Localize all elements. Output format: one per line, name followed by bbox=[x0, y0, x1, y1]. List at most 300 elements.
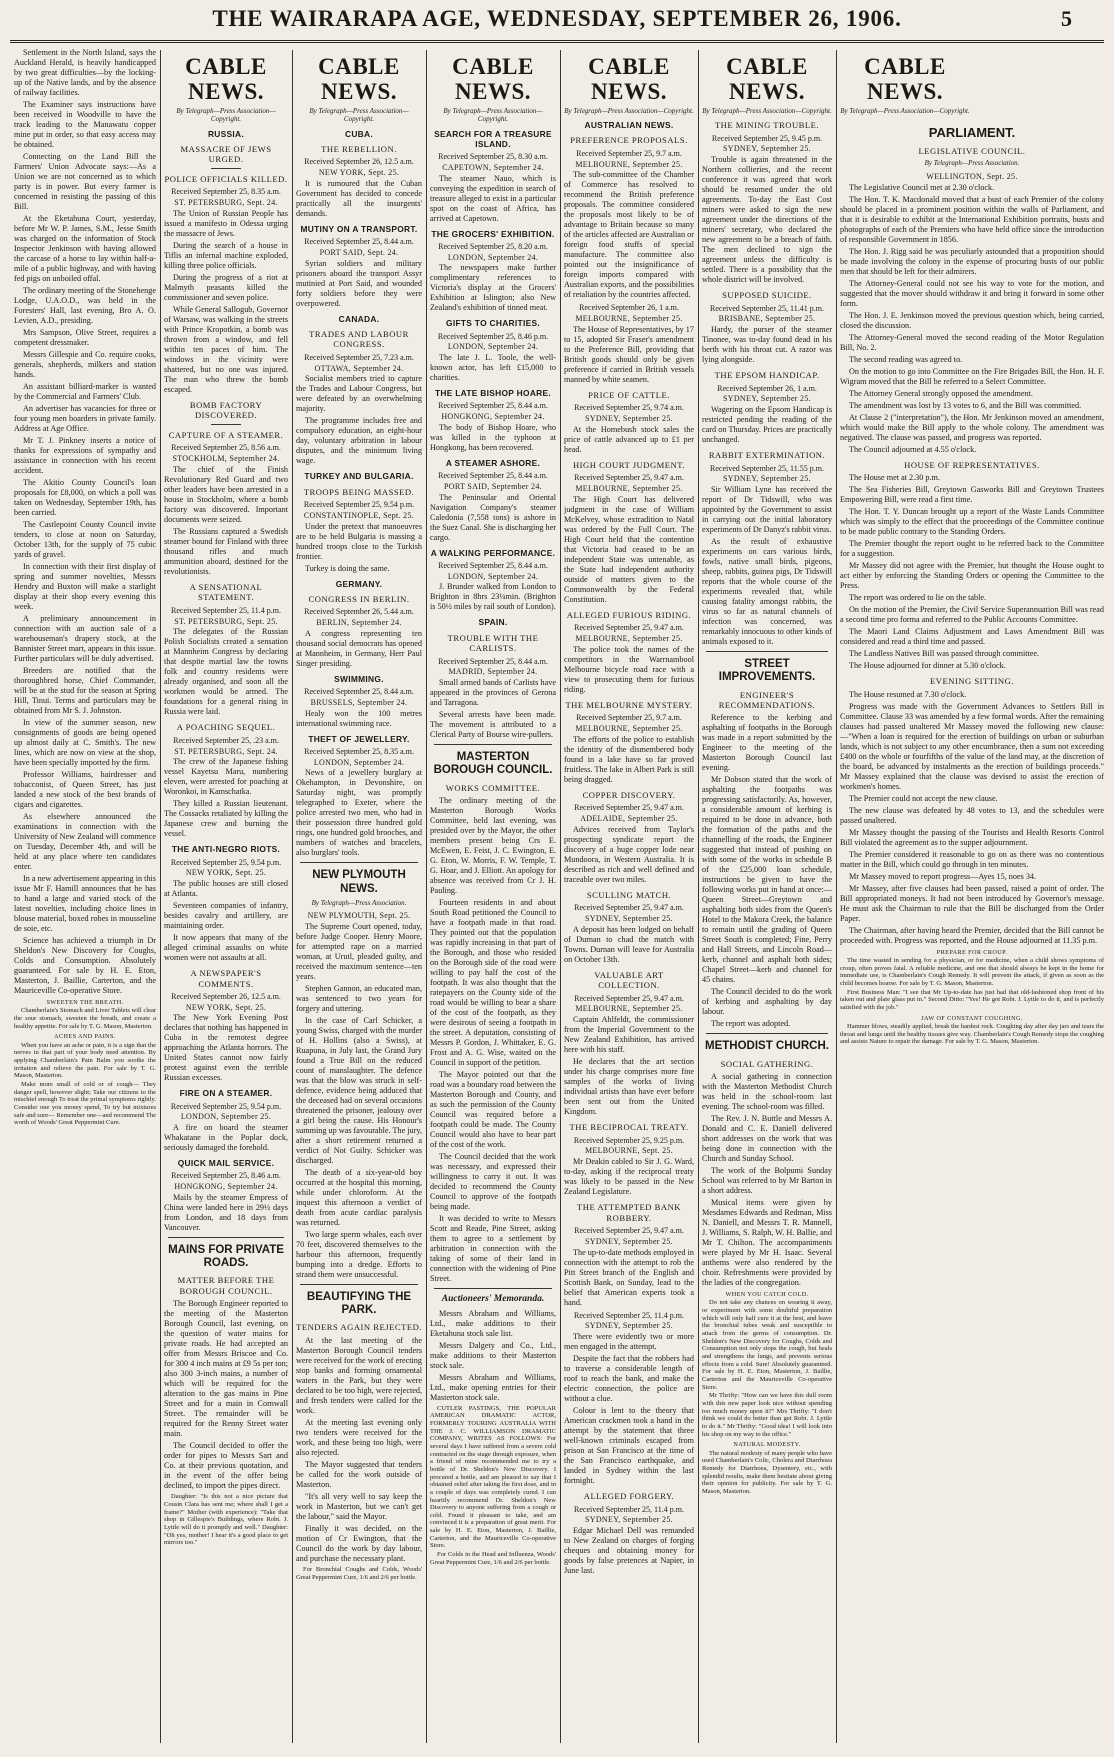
paragraph: The public houses are still closed at Atlanta. bbox=[164, 879, 288, 899]
paragraph: The Council decided that the work was necessary, and expressed their willingness to carry it out. It was decided to recommend the County Council to approve of the footpath being made. bbox=[430, 1152, 556, 1212]
paragraph: Mr Deakin cabled to Sir J. G. Ward, to-day, asking if the reciprocal treaty was likely to be passed in the New Zealand Legislature. bbox=[564, 1157, 694, 1197]
paragraph: The efforts of the police to establish the identity of the dismembered body found in a lake have so far proved fruitless. The lake in Albert Park is still being dragged. bbox=[564, 734, 694, 784]
dateline: Received September 25, 11.41 p.m. bbox=[710, 303, 824, 313]
placeline: WELLINGTON, Sept. 25. bbox=[926, 172, 1018, 181]
dateline: Received September 25, 9.54 p.m. bbox=[170, 857, 282, 867]
dateline: Received September 25, 8.56 a.m. bbox=[171, 443, 281, 453]
paragraph: The programme includes free and compulsory education, an eight-hour day, voluntary arbitration in labour disputes, and the minimum living wage. bbox=[296, 416, 422, 466]
placeline: LONDON, September 24. bbox=[313, 757, 405, 767]
dateline: Received September 25, 9.7 a.m. bbox=[576, 148, 682, 158]
paragraph: Reference to the kerbing and asphalting of footpaths in the Borough was made in a report submitted by the Engineer to the meeting of the Masterton Borough Council last evening. bbox=[702, 713, 832, 773]
article-heading: EVENING SITTING. bbox=[930, 676, 1014, 687]
article-heading: HOUSE OF REPRESENTATIVES. bbox=[904, 459, 1040, 470]
paragraph: The Rev. J. N. Buttle and Messrs A. Donald and C. E. Daniell delivered short addresses on the work that was being done in connection with the Church and Sunday School. bbox=[702, 1114, 832, 1164]
placeline: PORT SAID, Sept. 24. bbox=[319, 247, 399, 257]
paragraph: Musical items were given by Mesdames Edwards and Redman, Miss N. Daniell, and Messrs T. R. Mannell, J. Williams, S. Ralph, W. H. Ballie, and Mr T. Chilton. The accompaniments were played by Mr H. Isaac. Several anthems were also rendered by the choir. Refreshments were provided by the ladies of the congregation. bbox=[702, 1198, 832, 1288]
dateline: Received September 25, 9.25 p.m. bbox=[573, 1135, 685, 1145]
dateline: Received September 25, 11.4 p.m. bbox=[574, 1504, 684, 1514]
section-title: CABLE NEWS. bbox=[318, 54, 400, 105]
paragraph: The work of the Bolpumi Sunday School was referred to by Mr Barton in a short address. bbox=[702, 1166, 832, 1196]
paragraph: The new clause was defeated by 48 votes to 13, and the schedules were passed unaltered. bbox=[840, 805, 1104, 825]
dateline: Received September 25, 8.44 a.m. bbox=[304, 237, 414, 247]
article-heading: COPPER DISCOVERY. bbox=[582, 789, 676, 800]
article-subheading: ENGINEER'S RECOMMENDATIONS. bbox=[718, 689, 816, 710]
paragraph: The sub-committee of the Chamber of Commerce has resolved to recommend the British preference proposals. The committee considered the proposals most likely to be of advantage to Britain because so many of the articles affected are Australian or foreign food stuffs of special manufacture. The committee also pointed out the insignificance of foreign imports compared with Australian exports, and the possibilities of retaliation by the countries affected. bbox=[564, 170, 694, 300]
paragraph: The Hon. J. E. Jenkinson moved the previous question which, being carried, closed the discussion. bbox=[840, 310, 1104, 330]
ad-text: The natural modesty of many people who have used Chamberlain's Colic, Cholera and Diarrhoea Remedy for Diarrhoea, Dysentery, etc., with splendid results, make them hesitate about giving their opinion for publicity. For sale by T. G. Mason, Masterton. bbox=[702, 1449, 832, 1495]
ad-text: When you have an ache or pain, it is a sign that the nerves in that part of your body need attention. By applying Chamberlain's Pain Balm you soothe the irritation and relieve the pain. For sale by T. G. Mason, Masterton. bbox=[14, 1041, 156, 1080]
dateline: Received September 25, 9.47 a.m. bbox=[574, 803, 684, 813]
byline: By Telegraph—Press Association—Copyright. bbox=[443, 106, 543, 124]
article-heading: THEFT OF JEWELLERY. bbox=[308, 733, 410, 744]
column-rule bbox=[426, 50, 427, 1743]
paragraph: Mrs Sampson, Olive Street, requires a competent dressmaker. bbox=[14, 328, 156, 347]
article-heading: QUICK MAIL SERVICE. bbox=[177, 1158, 275, 1169]
article-subheading: LEGISLATIVE COUNCIL. bbox=[918, 145, 1026, 156]
placeline: SYDNEY, September 25. bbox=[585, 1236, 673, 1246]
article-subheading: POLICE OFFICIALS KILLED. bbox=[164, 173, 288, 184]
paragraph: The Council decided to offer the order for pipes to Messrs Sart and Co. at their previous quotation, and in the event of the offer being declined, to import the pipes direct. bbox=[164, 1441, 288, 1491]
dateline: Received September 25, 8.46 p.m. bbox=[437, 331, 549, 341]
article-heading: ALLEGED FURIOUS RIDING. bbox=[566, 609, 692, 620]
dateline: Received September 25, 9.47 a.m. bbox=[574, 903, 684, 913]
dateline: Received September 25, 9.74 a.m. bbox=[574, 403, 684, 413]
ad-heading: PREPARE FOR CROUP. bbox=[936, 948, 1008, 956]
paragraph: Sir William Lyne has received the report of Dr Tidswill, who was appointed by the Government to assist in carrying out the initial laboratory experiments of Dr Danyz's rabbit virus. bbox=[702, 485, 832, 535]
placeline: ADELAIDE, September 25. bbox=[580, 814, 678, 824]
paragraph: Edgar Michael Dell was remanded to New Zealand on charges of forging cheques and obtaining money for goods by false pretences at Napier, in June last. bbox=[564, 1526, 694, 1576]
paragraph: A social gathering in connection with the Masterton Methodist Church was held in the school-room last evening. The school-room was filled. bbox=[702, 1072, 832, 1112]
dateline: Received September 26, 5.44 a.m. bbox=[304, 607, 414, 617]
placeline: LONDON, September 24. bbox=[447, 571, 539, 581]
paragraph: Messrs Gillespie and Co. require cooks, generals, shepherds, milkers and station hands. bbox=[14, 350, 156, 379]
paragraph: Connecting on the Land Bill the Farmers' Union Advocate says:—As a Union we are not concerned as to which party is in power. But every farmer is concerned in resisting the passing of this Bill. bbox=[14, 152, 156, 211]
paragraph: Fourteen residents in and about South Road petitioned the Council to have a footpath made in that road. They pointed out that the population was rapidly increasing in that part of the Borough, and those who resided on the Borough side of the road were willing to pay half the cost of the footpath. It was also thought that the ratepayers on the County side of the road would be willing to bear a share of the cost of the footpath, as they were desirous of seeing a footpath in the street. A deputation, consisting of Messrs P. Gordon, J. Whittaker, E. G. Frost and A. G. Wise, waited on the Council in support of the petition. bbox=[430, 898, 556, 1068]
article-heading: A NEWSPAPER'S COMMENTS. bbox=[190, 968, 262, 989]
byline: By Telegraph—Press Association—Copyright. bbox=[309, 106, 409, 124]
article-heading: GERMANY. bbox=[335, 578, 383, 589]
article-heading: THE GROCERS' EXHIBITION. bbox=[431, 228, 555, 239]
dateline: Received September 25, 7.23 a.m. bbox=[304, 352, 414, 362]
article-heading: CUBA. bbox=[344, 128, 374, 139]
byline: By Telegraph—Press Association—Copyright. bbox=[176, 106, 276, 124]
placeline: MELBOURNE, September 25. bbox=[575, 159, 683, 169]
article-heading: AUSTRALIAN NEWS. bbox=[584, 120, 674, 131]
paragraph: The Chairman, after having heard the Premier, decided that the Bill cannot be proceeded with. Progress was reported, and the House adjourned at 11.35 p.m. bbox=[840, 925, 1104, 945]
article-heading: TURKEY AND BULGARIA. bbox=[304, 471, 414, 482]
paragraph: The report was adopted. bbox=[711, 1019, 791, 1029]
advertisement: For Colds in the Head and Influenza, Woods' Great Peppermint Cure, 1/6 and 2/6 per bottle. bbox=[430, 1551, 556, 1566]
article-heading: HIGH COURT JUDGMENT. bbox=[572, 459, 686, 470]
paragraph: Mails by the steamer Empress of China were landed here in 29½ days from London, and 18 days from Vancouver. bbox=[164, 1192, 288, 1232]
paragraph: The chief of the Finish Revolutionary Red Guard and two other leaders have been arrested in a house in Stockholm, where a bomb factory was discovered. Important documents were seized. bbox=[164, 464, 288, 524]
paragraph: At Clause 2 ("interpretation"), the Hon. Mr Jenkinson moved an amendment, which would make the Bill apply to the whole colony. The amendment was negatived. The clause was passed, and progress was reported. bbox=[840, 412, 1104, 442]
article-heading: A WALKING PERFORMANCE. bbox=[430, 547, 556, 558]
paragraph: Seventeen companies of infantry, besides cavalry and artillery, are maintaining order. bbox=[164, 901, 288, 931]
article-subheading: TROUBLE WITH THE CARLISTS. bbox=[447, 632, 539, 654]
separator bbox=[211, 424, 241, 425]
paragraph: The body of Bishop Hoare, who was killed in the typhoon at Hongkong, has been recovered. bbox=[430, 422, 556, 452]
placeline: PORT SAID, September 24. bbox=[444, 481, 542, 491]
paragraph: Messrs Abraham and Williams, Ltd., make additions to their Eketahuna stock sale list. bbox=[430, 1308, 556, 1338]
paragraph: In connection with their first display of spring and summer novelties, Messrs Hendry and Buxton will make a starlight display at their shop every evening this week. bbox=[14, 562, 156, 611]
section-title: CABLE NEWS. bbox=[185, 54, 267, 105]
paragraph: Despite the fact that the robbers had to traverse a considerable length of roof to reach the bank, and make the electric connection, the police are without a clue. bbox=[564, 1354, 694, 1404]
placeline: SYDNEY, September 25. bbox=[585, 1515, 673, 1525]
paragraph: Syrian soldiers and military prisoners aboard the transport Assyr mutinied at Port Said, and wounded forty soldiers before they were overpowered. bbox=[296, 258, 422, 308]
placeline: MELBOURNE, September 25. bbox=[575, 724, 683, 734]
paragraph: It now appears that many of the alleged criminal assaults on white women were not assaults at all. bbox=[164, 933, 288, 963]
paragraph: Breeders are notified that the thoroughbred horse, Chief Commander, will be at the stud for the season at Spring Hill, Tinui. Terms and particulars may be obtained from Mr S. J. Johnston. bbox=[14, 666, 156, 715]
placeline: HONGKONG, September 24. bbox=[174, 1182, 278, 1192]
column-cable-news-5 bbox=[702, 48, 832, 1747]
paragraph: An assistant billiard-marker is wanted by the Commercial and Farmers' Club. bbox=[14, 382, 156, 401]
paragraph: On the motion of the Premier, the Civil Service Superannuation Bill was read a second time pro forma and referred to the Public Accounts Committee. bbox=[840, 605, 1104, 625]
paragraph: Stephen Gannon, an educated man, was sentenced to two years for forgery and uttering. bbox=[296, 984, 422, 1014]
article-heading: SUPPOSED SUICIDE. bbox=[722, 290, 812, 301]
paragraph: Captain Ahlfeldt, the commissioner from the Imperial Government to the New Zealand Exhibition, has arrived here with his staff. bbox=[564, 1015, 694, 1055]
section-title: CABLE NEWS. bbox=[864, 54, 946, 105]
article-heading: GIFTS TO CHARITIES. bbox=[446, 318, 540, 329]
separator bbox=[434, 1288, 552, 1289]
paragraph: The Borough Engineer reported to the meeting of the Masterton Borough Council, last evening, on the question of water mains for private roads. He had accepted an offer from Messrs Briscoe and Co. for 300 4 inch mains at £9 5s per ton; also 300 3-inch mains, a number of which will be required for the alteration to the gas mains in Pine Street and for a main in Cornwall Street. The remainder will be required for the Renny Street water main. bbox=[164, 1299, 288, 1439]
article-heading: A SENSATIONAL STATEMENT. bbox=[189, 581, 263, 603]
dateline: Received September 25, 11.4 p.m. bbox=[171, 605, 281, 615]
placeline: BRUSSELS, September 24. bbox=[310, 697, 408, 707]
paragraph: The Landless Natives Bill was passed through committee. bbox=[849, 649, 1040, 659]
paragraph: Healy won the 100 metres international swimming race. bbox=[296, 708, 422, 728]
separator bbox=[211, 168, 241, 169]
paragraph: Mr T. J. Pinkney inserts a notice of thanks for expressions of sympathy and assistance in connection with his recent accident. bbox=[14, 436, 156, 475]
column-local-news bbox=[14, 48, 156, 1747]
dateline: Received September 25, 8.44 a.m. bbox=[438, 471, 548, 481]
placeline: MADRID, September 24. bbox=[448, 667, 538, 677]
paragraph: Science has achieved a triumph in Dr Sheldon's New Discovery for Coughs, Colds and Consumption. Absolutely guaranteed. For sale by H. E. Eton, Masterton, J. Baillie, Carterton, and the Mauriceville Co-operative Store. bbox=[14, 936, 156, 995]
article-heading: MAINS FOR PRIVATE ROADS. bbox=[168, 1243, 284, 1270]
article-subheading: MATTER BEFORE THE BOROUGH COUNCIL. bbox=[177, 1275, 275, 1296]
advertisements bbox=[702, 1291, 832, 1495]
paragraph: The House of Representatives, by 17 to 15, adopted Sir Fraser's amendment to the Preference Bill, providing that British goods should only be given preference if carried in British vessels manned by white seamen. bbox=[564, 324, 694, 384]
paragraph: The Russians captured a Swedish steamer bound for Finland with three thousand rifles and much ammunition aboard, destined for the revolutionists. bbox=[164, 526, 288, 576]
paragraph: The Premier could not accept the new clause. bbox=[849, 793, 998, 803]
article-subheading: TROOPS BEING MASSED. bbox=[303, 486, 415, 497]
article-subheading: MASSACRE OF JEWS URGED. bbox=[180, 143, 272, 165]
dateline: Received September 25, 11.4 p.m. bbox=[574, 1310, 684, 1320]
article-subheading: TRADES AND LABOUR CONGRESS. bbox=[309, 328, 409, 350]
placeline: SYDNEY, September 25. bbox=[723, 474, 811, 484]
paragraph: The Sea Fisheries Bill, Greytown Gasworks Bill and Greytown Trustees Empowering Bill, were read a first time. bbox=[840, 485, 1104, 505]
byline: By Telegraph—Press Association. bbox=[924, 159, 1020, 168]
article-subheading: SOCIAL GATHERING. bbox=[720, 1058, 814, 1069]
dateline: Received September 25, 8.30 a.m. bbox=[438, 152, 548, 162]
advertisement: Daughter: "Is this not a nice picture that Cousin Clara has sent me; where shall I get a frame?" Mother (with experience): "Take that shop in Gillespie's Buildings, where Robt. J. Lyttle will do it promptly and well." Daughter: "Oh yes, mother! I hear it's a good place to get mirrors too." bbox=[164, 1493, 288, 1547]
column-rule bbox=[292, 50, 293, 1743]
placeline: OTTAWA, September 24. bbox=[314, 363, 404, 373]
paragraph: The newspapers make further complimentary references to Victoria's display at the Grocers' Exhibition at Islington; also New Zealand's exhibition of tinned meat. bbox=[430, 263, 556, 313]
placeline: NEW YORK, Sept. 25. bbox=[318, 168, 400, 178]
ad-verse: Make more small of cold or of cough— They danger spell, however slight; Take our citizens to the mischief enough To treat the primal symptoms rightly. Consider one you money spend, To try but mixtures safe and sure— Remember one—and recommend The worth of Woods' Great Peppermint Cure. bbox=[14, 1080, 156, 1127]
article-heading: A STEAMER ASHORE. bbox=[445, 457, 541, 468]
paragraph: As the result of exhaustive experiments on cars various birds, fowls, native small birds, pigeons, sheep, rabbits, guinea pigs, Dr Tidswill reports that the whole course of the experiments revealed that, while causing fatality amongst rabbits, the virus so far as natural channels of infection was concerned, was remarkably innocuous to other kinds of animals exposed to it. bbox=[702, 537, 832, 647]
paragraph: It was decided to write to Messrs Scott and Reade, Pine Street, asking them to agree to a settlement by arbitration in connection with the taking of some of their land in connection with the widening of Pine Street. bbox=[430, 1214, 556, 1284]
dateline: Received September 26, 12.5 a.m. bbox=[304, 157, 414, 167]
paragraph: Finally it was decided, on the motion of Cr Ewington, that the Council do the work by day labour, and purchase the necessary plant. bbox=[296, 1523, 422, 1563]
separator bbox=[300, 1284, 418, 1285]
paragraph: The crew of the Japanese fishing vessel Kayetsu Maru, numbering eleven, were arrested for poaching at Woronkoi, in Kamschatka. bbox=[164, 757, 288, 797]
paragraph: The steamer Nauo, which is conveying the expedition in search of treasure alleged to exist in a particular spot on the coast of Africa, has arrived at Capetown. bbox=[430, 173, 556, 223]
article-heading: THE MINING TROUBLE. bbox=[714, 120, 820, 131]
article-subheading: CAPTURE OF A STEAMER. bbox=[168, 429, 284, 440]
paragraph: The Council decided to do the work of kerbing and asphalting by day labour. bbox=[702, 987, 832, 1017]
paragraph: Hardy, the purser of the steamer Tinonee, was to-day found dead in his berth with his throat cut. A razor was lying alongside. bbox=[702, 325, 832, 365]
placeline: MELBOURNE, September 25. bbox=[575, 1004, 683, 1014]
paragraph: J. Brunder walked from London to Brighton in 8hrs 23¼min. (Brighton is 50½ miles by rail south of London). bbox=[430, 582, 556, 612]
section-title: CABLE NEWS. bbox=[726, 54, 808, 105]
dateline: Received September 25, 9.47 a.m. bbox=[574, 623, 684, 633]
advertisement: For Bronchial Coughs and Colds, Woods' Great Peppermint Cure, 1/6 and 2/6 per bottle. bbox=[296, 1565, 422, 1581]
masthead bbox=[0, 0, 1114, 46]
placeline: LONDON, September 24. bbox=[447, 252, 539, 262]
paragraph: The late J. L. Toole, the well-known actor, has left £15,000 to charities. bbox=[430, 353, 556, 383]
masthead-rule bbox=[10, 40, 1104, 43]
placeline: SYDNEY, September 25. bbox=[585, 1321, 673, 1331]
ad-text: Chamberlain's Stomach and Liver Tablets will clear the sour stomach, sweeten the breath, and create a healthy appetite. For sale by T. G. Mason, Masterton. bbox=[14, 1007, 156, 1030]
paragraph: The Hon. T. K. Macdonald moved that a bust of each Premier of the colony should be placed in a prominent position within the walls of Parliament, and that it is desirable to exhibit at the International Exhibition portraits, busts and photographs of each of the Premiers who have held office since the introduction of responsible Government in 1856. bbox=[840, 194, 1104, 244]
placeline: MELBOURNE, September 25. bbox=[575, 484, 683, 494]
section-title: CABLE NEWS. bbox=[452, 54, 534, 105]
dateline: Received September 25, 9.7 a.m. bbox=[576, 713, 682, 723]
dateline: Received September 25, 8.44 a.m. bbox=[438, 656, 548, 666]
column-cable-news-4 bbox=[564, 48, 694, 1747]
ad-text: Mr Thrifty: "How can we have this dull room with this new paper look nice without spending too much money upon it?" Mrs Thrifty: "I don't think we could do better than get Robt. J. Lyttle to do it." Mr Thrifty: "Good idea! I will look into his shop on my way to the office." bbox=[702, 1392, 832, 1438]
paragraph: The Attorney-General could not see his way to vote for the motion, and suggested that the mover should withdraw it and bring it forward in some other form. bbox=[840, 278, 1104, 308]
placeline: ST. PETERSBURG, Sept. 24. bbox=[174, 198, 278, 208]
article-heading: METHODIST CHURCH. bbox=[705, 1040, 829, 1053]
page-number: 5 bbox=[1061, 6, 1072, 31]
placeline: CAPETOWN, September 24. bbox=[442, 162, 544, 172]
byline: By Telegraph—Press Association—Copyright. bbox=[702, 106, 832, 115]
paragraph: The Examiner says instructions have been received in Woodville to have the track leading to the Manawatu copper mine put in order, so that easy access may be obtained. bbox=[14, 100, 156, 149]
paragraph: They killed a Russian lieutenant. The Cossacks retaliated by killing the Japanese crew and burning the vessel. bbox=[164, 799, 288, 839]
paragraph: Professor Williams, hairdresser and tobacconist, of Queen Street, has just landed a new stock of the best brands of cigars and cigarettes. bbox=[14, 770, 156, 809]
article-heading: BEAUTIFYING THE PARK. bbox=[306, 1291, 412, 1317]
placeline: NEW YORK, Sept. 25. bbox=[185, 1002, 267, 1012]
column-rule bbox=[160, 50, 161, 1743]
paragraph: During the search of a house in Tiflis an infernal machine exploded, killing three police officials. bbox=[164, 240, 288, 270]
paragraph: The Mayor pointed out that the road was a boundary road between the Masterton Borough and County, and as such the permission of the County Council was required before a footpath could be made. The County Council would also have to bear part of the cost of the work. bbox=[430, 1070, 556, 1150]
section-title: CABLE NEWS. bbox=[588, 54, 670, 105]
paragraph: In a new advertisement appearing in this issue Mr F. Hamill announces that he has to hand a large and varied stock of the latest novelties, including choice lines in blouse material, boxed robes in mousseline de soie, etc. bbox=[14, 874, 156, 933]
paragraph: The Council adjourned at 4.55 o'clock. bbox=[849, 444, 977, 454]
article-subheading: THE REBELLION. bbox=[321, 143, 397, 154]
dateline: Received September 26, 1 a.m. bbox=[579, 303, 679, 313]
paragraph: Mr Massey did not agree with the Premier, but thought the House ought to act either by enforcing the Standing Orders or opening the Committee to the Press. bbox=[840, 561, 1104, 591]
column-parliament bbox=[840, 48, 1104, 1747]
article-subheading: PREFERENCE PROPOSALS. bbox=[570, 135, 688, 146]
paragraph: The House met at 2.30 p.m. bbox=[849, 473, 940, 483]
article-heading: SPAIN. bbox=[478, 617, 508, 628]
paragraph: While General Sallogub, Governor of Warsaw, was walking in the streets with Prince Kropotkin, a bomb was thrown from a window, and fell within ten paces of him. The windows in the vicinity were shattered, but no one was injured. The man who threw the bomb escaped. bbox=[164, 304, 288, 394]
paragraph: Mr Dobson stated that the work of asphalting the footpaths was progressing satisfactorily. As, however, a considerable amount of kerbing is required to be done in advance, both the formation of the paths and the channelling of the roads, the Engineer suggested that instead of pushing on with some of the works in schedule B of the £25,000 loan schedule, instructions be given to have the following works put in hand at once:—Queen Street—Greytown and asphalting both sides from the Queen's Hotel to the Makora Creek, the balance to remain until the grading of Queen Street South is completed; Fine, Perry and Hall Streets, and Lincoln Road—kerb, channel and asphalt both sides; Chapel Street—kerb and channel for 45 chains. bbox=[702, 775, 832, 985]
paragraph: The New York Evening Post declares that nothing has happened in Cuba in the remotest degree approaching the Atlanta horrors. The United States cannot now fairly protest against even the terrible Russian excesses. bbox=[164, 1013, 288, 1083]
dateline: Received September 25, 11.55 p.m. bbox=[710, 463, 824, 473]
paragraph: Mr Massey moved to report progress—Ayes 15, noes 34. bbox=[849, 871, 1037, 881]
paragraph: The Supreme Court opened, today, before Judge Cooper. Henry Moore, for attempted rape on a married woman, at Urutl, pleaded guilty, and received the maximum sentence—ten years. bbox=[296, 922, 422, 982]
paragraph: During the progress of a riot at Malmyth peasants killed the commissioner and seven police. bbox=[164, 272, 288, 302]
article-heading: BOMB FACTORY DISCOVERED. bbox=[189, 399, 263, 421]
dateline: Received September 25, 8.35 a.m. bbox=[171, 187, 281, 197]
placeline: HONGKONG, September 24. bbox=[441, 412, 545, 422]
ad-text: The time wasted in sending for a physician, or for medicine, when a child shows symptoms of croup, often proves fatal. A reliable medicine, and one that should always be kept in the home for immediate use, is Chamberlain's Cough Remedy. It will prevent the attack, if given as soon as the child becomes hoarse. For sale by T. G. Mason, Masterton. bbox=[840, 957, 1104, 987]
placeline: ST. PETERSBURG, Sept. 25. bbox=[174, 616, 278, 626]
paragraph: A fire on board the steamer Whakatane in the Poplar dock, seriously damaged the forehold. bbox=[164, 1123, 288, 1153]
paragraph: On the motion to go into Committee on the Fire Brigades Bill, the Hon. H. F. Wigram moved that the Bill be referred to a Select Committee. bbox=[840, 366, 1104, 386]
article-heading: THE ATTEMPTED BANK ROBBERY. bbox=[576, 1202, 681, 1223]
article-heading: PRICE OF CATTLE. bbox=[588, 389, 670, 400]
column-rule bbox=[836, 50, 837, 1743]
paragraph: A deposit has been lodged on behalf of Durnan to chad the match with Towns. Durnan will leave for Australia on October 13th. bbox=[564, 924, 694, 964]
paragraph: Progress was made with the Government Advances to Settlers Bill in Committee. Clause 33 was amended by a few formal words. After the remaining clauses had passed unaltered Mr Massey moved the following new clause:—"When a loan is required for the erection of buildings on urban or suburban lands, which is not subject to any other encumbrance, then a sum not exceeding £400 on the whole or fourfifths of the value of the land may, at the discretion of the board, be advanced by instalments as the erection of buildings proceeds." Mr Massey explained that the clause was devised to assist the erection of workmen's homes. bbox=[840, 701, 1104, 791]
article-heading: CANADA. bbox=[338, 313, 380, 324]
article-heading: SEARCH FOR A TREASURE ISLAND. bbox=[434, 128, 552, 149]
article-subheading: WORKS COMMITTEE. bbox=[445, 782, 541, 793]
ad-heading: NATURAL MODESTY. bbox=[733, 1441, 801, 1449]
column-rule bbox=[698, 50, 699, 1743]
dateline: Received September 25, 8.44 a.m. bbox=[304, 687, 414, 697]
placeline: BERLIN, September 24. bbox=[316, 618, 402, 628]
paragraph: A congress representing ten thousand social democrats has opened at Mannheim, in Germany, Herr Paul Singer presiding. bbox=[296, 628, 422, 668]
dateline: Received September 25, 8.20 a.m. bbox=[438, 241, 548, 251]
paragraph: As elsewhere announced the examinations in connection with the University of New Zealand will commence on Tuesday, December 4th, and will be held at any place where ten candidates enter. bbox=[14, 812, 156, 871]
placeline: CONSTANTINOPLE, Sept. 25. bbox=[303, 510, 415, 520]
column-cable-news-2 bbox=[296, 48, 422, 1747]
dateline: Received September 25, 8.35 a.m. bbox=[304, 746, 414, 756]
column-cable-news-3 bbox=[430, 48, 556, 1747]
paragraph: The death of a six-year-old boy occurred at the hospital this morning, while under chloroform. At the inquest this afternoon a verdict of death from acute cardiac paralysis was returned. bbox=[296, 1168, 422, 1228]
article-heading: NEW PLYMOUTH NEWS. bbox=[312, 869, 406, 895]
article-heading: SCULLING MATCH. bbox=[586, 889, 672, 900]
dateline: Received September 25, 9.54 p.m. bbox=[170, 1101, 282, 1111]
paragraph: Two large sperm whales, each over 70 feet, discovered themselves to the harbour this afternoon, frequently bumping into a dredge. Efforts to strand them were unsuccessful. bbox=[296, 1230, 422, 1280]
paragraph: The Legislative Council met at 2.30 o'clock. bbox=[849, 182, 995, 192]
paragraph: In view of the summer season, new consignments of goods are being opened up almost daily at C. Smith's. The new lines, which are now on view at the shop, have been specially imported by the firm. bbox=[14, 718, 156, 767]
placeline: BRISBANE, September 25. bbox=[718, 314, 816, 324]
paragraph: The Attorney-General moved the second reading of the Motor Regulation Bill, No. 2. bbox=[840, 332, 1104, 352]
column-cable-news-1 bbox=[164, 48, 288, 1747]
dateline: Received September 25, 9.47 a.m. bbox=[574, 473, 684, 483]
paragraph: The Akitio County Council's loan proposals for £8,000, on which a poll was taken on Wednesday, September 19th, has been carried. bbox=[14, 478, 156, 517]
dateline: Received September 26, 1 a.m. bbox=[717, 383, 817, 393]
paragraph: Several arrests have been made. The movement is attributed to a Clerical Party of Bourse wire-pullers. bbox=[430, 710, 556, 740]
article-heading: THE MELBOURNE MYSTERY. bbox=[565, 699, 693, 710]
newspaper-title: THE WAIRARAPA AGE, WEDNESDAY, SEPTEMBER 26, 1906. bbox=[212, 6, 902, 31]
placeline: ST. PETERSBURG, Sept. 24. bbox=[174, 746, 278, 756]
article-heading: THE LATE BISHOP HOARE. bbox=[434, 388, 552, 399]
dateline: Received September 25, 8.44 a.m. bbox=[438, 401, 548, 411]
placeline: NEW PLYMOUTH, Sept. 25. bbox=[307, 911, 411, 921]
separator bbox=[706, 1033, 828, 1034]
dateline: Received September 25, 9.45 p.m. bbox=[711, 133, 823, 143]
paragraph: The Hon. T. Y. Duncan brought up a report of the Waste Lands Committee which was simply to the effect that the proceedings of the Committee continue to be made public contrary to the Standing Orders. bbox=[840, 507, 1104, 537]
placeline: SYDNEY, September 25. bbox=[585, 914, 673, 924]
byline: By Telegraph—Press Association—Copyright. bbox=[564, 106, 694, 115]
paragraph: The High Court has delivered judgment in the case of William McKelvey, whose extradition to Natal was ordered by the Full Court. The High Court held that the contention that Victoria had ceased to be an independent State was untenable, as the State had independent authority outside of matters given to the Commonwealth by the Federal Constitution. bbox=[564, 494, 694, 604]
ad-heading: WHEN YOU CATCH COLD. bbox=[725, 1291, 809, 1299]
paragraph: Socialist members tried to capture the Trades and Labour Congress, but were defeated by an overwhelming majority. bbox=[296, 374, 422, 414]
paragraph: The Union of Russian People has issued a manifesto in Odessa urging the massacre of Jews. bbox=[164, 208, 288, 238]
paragraph: The House resumed at 7.30 o'clock. bbox=[849, 689, 967, 699]
article-heading: Auctioneers' Memoranda. bbox=[441, 1294, 545, 1305]
paragraph: Mr Massey, after five clauses had been passed, raised a point of order. The Bill appropriated moneys. It had not been introduced by Governor's message. He must ask the Chairman to rule that the Bill be discharged from the Order Paper. bbox=[840, 883, 1104, 923]
placeline: SYDNEY, September 25. bbox=[585, 414, 673, 424]
paragraph: The delegates of the Russian Polish Socialists created a sensation at Mannheim Congress by declaring that despite martial law the towns folk and country residents were already organised, and soon all the workmen would be armed. The foundations for a general rising in Russia were laid. bbox=[164, 627, 288, 717]
article-heading: STREET IMPROVEMENTS. bbox=[718, 658, 816, 684]
ad-heading: JAW OF CONSTANT COUGHING. bbox=[921, 1014, 1023, 1022]
paragraph: The second reading was agreed to. bbox=[849, 354, 963, 364]
paragraph: Mr Massey thought the passing of the Tourists and Health Resorts Control Bill violated the agreement as to the supper adjournment. bbox=[840, 827, 1104, 847]
paragraph: An advertiser has vacancies for three or four young men boarders in private family. Address at Age Office. bbox=[14, 404, 156, 433]
placeline: SYDNEY, September 25. bbox=[723, 144, 811, 154]
paragraph: The Premier thought the report ought to be referred back to the Committee for a suggestion. bbox=[840, 539, 1104, 559]
dateline: Received September 25, 9.47 a.m. bbox=[574, 1226, 684, 1236]
paragraph: Small armed bands of Carlists have appeared in the provinces of Gerona and Tarragona. bbox=[430, 678, 556, 708]
paragraph: Colour is lent to the theory that American crackmen took a hand in the attempt by the statement that three well-known criminals escaped from prison at San Francisco at the time of the San Francisco earthquake, and landed in Sydney within the last fortnight. bbox=[564, 1406, 694, 1486]
paragraph: At the Homebush stock sales the price of cattle advanced up to £1 per head. bbox=[564, 424, 694, 454]
byline: By Telegraph—Press Association—Copyright. bbox=[840, 106, 970, 115]
paragraph: "It's all very well to say keep the work in Masterton, but we can't get the labour," said the Mayor. bbox=[296, 1491, 422, 1521]
article-heading: FIRE ON A STEAMER. bbox=[179, 1088, 273, 1099]
separator bbox=[706, 651, 828, 652]
dateline: Received September 25, .23 a.m. bbox=[173, 735, 279, 745]
paragraph: Wagering on the Epsom Handicap is restricted pending the reading of the card on Thursday. Prices are practically unchanged. bbox=[702, 405, 832, 445]
paragraph: The up-to-date methods employed in connection with the attempt to rob the Pitt Street branch of the English and Scottish Bank, on Sunday, lead to the belief that American experts took a hand. bbox=[564, 1247, 694, 1307]
paragraph: The ordinary meeting of the Stonehenge Lodge, U.A.O.D., was held in the Foresters' Hall, last evening, Bro A. O. Levien, A.D., presiding. bbox=[14, 286, 156, 325]
article-heading: RUSSIA. bbox=[207, 128, 245, 139]
paragraph: The Hon. J. Rigg said he was peculiarly astounded that a proposition should be made involving the colony in the expense of procuring busts of our public men that should be left for their admirers. bbox=[840, 246, 1104, 276]
byline: By Telegraph—Press Association. bbox=[311, 898, 407, 907]
column-cable-news-6 bbox=[840, 48, 970, 119]
dateline: Received September 25, 9.47 a.m. bbox=[574, 993, 684, 1003]
paragraph: The Castlepoint County Council invite tenders, to close at noon on Saturday, October 13th, for the supply of 75 cubic yards of gravel. bbox=[14, 520, 156, 559]
article-heading: VALUABLE ART COLLECTION. bbox=[594, 969, 664, 991]
advertisements bbox=[14, 999, 156, 1127]
paragraph: Messrs Dalgety and Co., Ltd., make additions to their Masterton stock sale. bbox=[430, 1340, 556, 1370]
paragraph: There were evidently two or more men engaged in the attempt. bbox=[564, 1332, 694, 1352]
paragraph: The amendment was lost by 13 votes to 6, and the Bill was committed. bbox=[849, 400, 1082, 410]
article-subheading: TENDERS AGAIN REJECTED. bbox=[296, 1322, 422, 1333]
article-heading: PARLIAMENT. bbox=[928, 125, 1016, 141]
paragraph: Trouble is again threatened in the Northern collieries, and the recent conference it was agreed that work should be resumed under the old agreements. To-day the East Cost miners were asked to sign the new agreement under the directions of the miners' secretary, who declared the new agreement to be a breach of faith. The men declined to sign the agreement unless the difficulty is settled. There is a possibility that the whole district will be involved. bbox=[702, 155, 832, 285]
article-heading: A POACHING SEQUEL. bbox=[176, 722, 276, 733]
paragraph: Turkey is doing the same. bbox=[305, 563, 390, 573]
paragraph: Messrs Abraham and Williams, Ltd., make opening entries for their Masterton stock sale. bbox=[430, 1372, 556, 1402]
ad-text: Do not take any chances on wearing it away, or experiment with some doubtful preparation which will only half cure it at the best, and leave the bronchial tubes weak and susceptible to attack from the germs of consumption. Dr. Sheldon's New Discovery for Coughs, Colds and Consumption not only stops the cough, but heals and strengthens the lungs, and prevents serious effects from a cold. Sure! Absolutely guaranteed. For sale by H. E. Eton, Masterton, J. Baillie, Carterton and the Mauriceville Co-operative Store. bbox=[702, 1299, 832, 1391]
article-heading: MUTINY ON A TRANSPORT. bbox=[300, 223, 418, 234]
separator bbox=[300, 862, 418, 863]
placeline: MELBOURNE, September 25. bbox=[575, 314, 683, 324]
article-subheading: CONGRESS IN BERLIN. bbox=[308, 593, 410, 604]
paragraph: At the meeting last evening only two tenders were received for the work, and these being too high, were also rejected. bbox=[296, 1417, 422, 1457]
paragraph: The ordinary meeting of the Masterton Borough Works Committee, held last evening, was presided over by the Mayor, the other members present being Crs E. McEwen, E. Feist, J. C. Ewington, E. G. Eton, W. Morris, F. W. Temple, T. G. Hoar, and J. Elliott. An apology for absence was received from Cr J. H. Pauling. bbox=[430, 796, 556, 896]
paragraph: It is rumoured that the Cuban Government has decided to concede practically all the insurgents' demands. bbox=[296, 178, 422, 218]
article-heading: THE EPSOM HANDICAP. bbox=[714, 370, 820, 381]
paragraph: The House adjourned for dinner at 5.30 o'clock. bbox=[849, 661, 1006, 671]
paragraph: The Mayor suggested that tenders be called for the work outside of Masterton. bbox=[296, 1459, 422, 1489]
article-heading: THE RECIPROCAL TREATY. bbox=[569, 1122, 689, 1133]
advertisement: CUTLER PASTINGS, THE POPULAR AMERICAN DRAMATIC ACTOR, FORMERLY TOURING AUSTRALIA WITH THE J. C. WILLIAMSON DRAMATIC COMPANY, WRITES AS FOLLOWS: For several days I have suffered from a severe cold contracted on the stage through exposure, when a friend of mine recommended me to try a bottle of Dr. Sheldon's New Discovery. I procured a bottle, and am pleased to say that I obtained relief after taking the first dose, and in a couple of days was completely cured. I can heartily recommend Dr. Sheldon's New Discovery to anyone suffering from a cough or cold. Found it pleasant to take, and am convinced it is a preparation of great merit. For sale by H. E. Eton, Masterton, J. Baillie, Carterton, and the Mauriceville Co-operative Store. bbox=[430, 1404, 556, 1550]
article-heading: SWIMMING. bbox=[334, 673, 384, 684]
placeline: NEW YORK, Sept. 25. bbox=[185, 868, 267, 878]
